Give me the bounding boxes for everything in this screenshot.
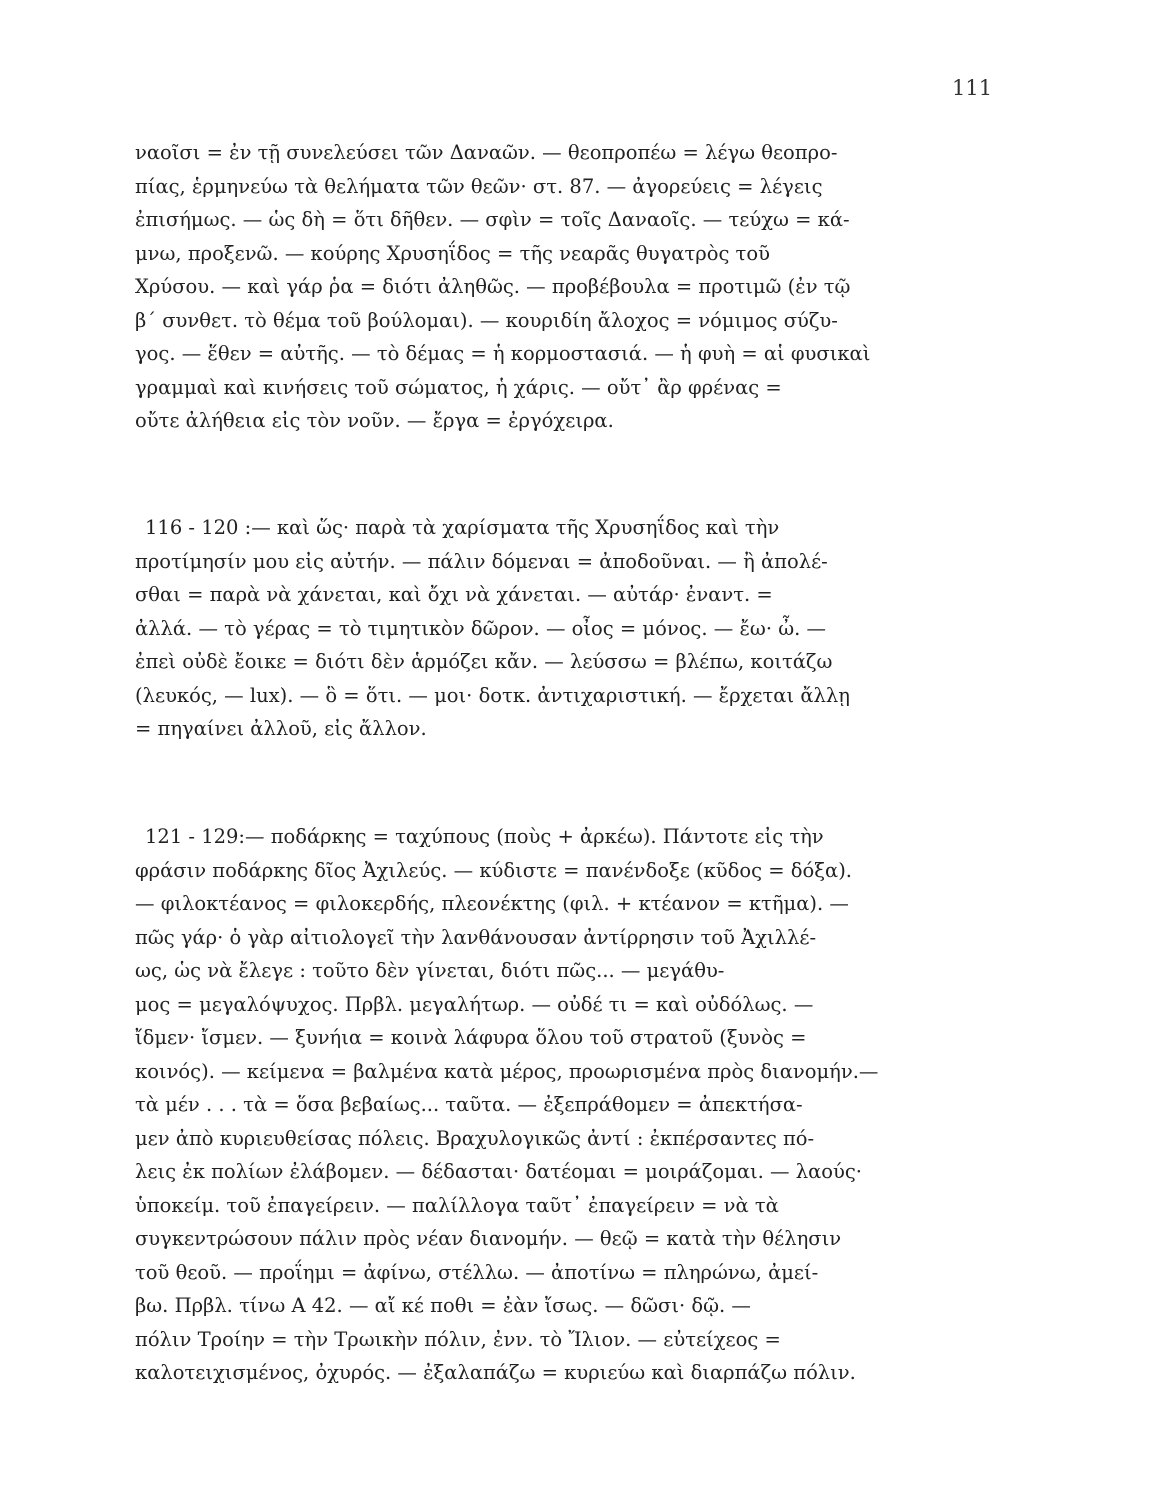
text-line: ἐπισήμως. — ὡς δὴ = ὅτι δῆθεν. — σφὶν = τοῖς Δαναοῖς. — τεύχω = κά-: [135, 208, 850, 231]
text-line: βω. Πρβλ. τίνω Α 42. — αἴ κέ ποθι = ἐὰν ἴσως. — δῶσι· δῷ. —: [135, 1294, 751, 1317]
text-line: 116 - 120 :— καὶ ὥς· παρὰ τὰ χαρίσματα τῆς Χρυσηΐδος καὶ τὴν: [145, 516, 780, 539]
text-line: κοινός). — κείμενα = βαλμένα κατὰ μέρος, προωρισμένα πρὸς διανομήν.—: [135, 1059, 879, 1083]
text-line: ως, ὡς νὰ ἔλεγε : τοῦτο δὲν γίνεται, διότι πῶς... — μεγάθυ-: [135, 959, 725, 982]
text-line: ἐπεὶ οὐδὲ ἔοικε = διότι δὲν ἁρμόζει κἄν. — λεύσσω = βλέπω, κοιτάζω: [135, 650, 833, 673]
text-line: ἴδμεν· ἴσμεν. — ξυνήια = κοινὰ λάφυρα ὅλου τοῦ στρατοῦ (ξυνὸς =: [135, 1026, 807, 1049]
text-line: ναοῖσι = ἐν τῇ συνελεύσει τῶν Δαναῶν. — θεοπροπέω = λέγω θεοπρο-: [135, 141, 838, 164]
text-line: = πηγαίνει ἀλλοῦ, εἰς ἄλλον.: [135, 717, 427, 740]
paragraph-commentary-continued: [135, 136, 1005, 438]
paragraph-verses-121-129: [135, 820, 1005, 1390]
text-line: τοῦ θεοῦ. — προΐημι = ἀφίνω, στέλλω. — ἀποτίνω = πληρώνω, ἀμεί-: [135, 1260, 819, 1284]
text-line: προτίμησίν μου εἰς αὐτήν. — πάλιν δόμεναι = ἀποδοῦναι. — ἢ ἀπολέ-: [135, 549, 828, 573]
text-line: φράσιν ποδάρκης δῖος Ἀχιλεύς. — κύδιστε = πανένδοξε (κῦδος = δόξα).: [135, 858, 852, 882]
text-line: γραμμαὶ καὶ κινήσεις τοῦ σώματος, ἡ χάρις. — οὔτ᾽ ἂρ φρένας =: [135, 375, 782, 399]
text-line: ὑποκείμ. τοῦ ἐπαγείρειν. — παλίλλογα ταῦτ᾽ ἐπαγείρειν = νὰ τὰ: [135, 1193, 779, 1217]
text-line: πόλιν Τροίην = τὴν Τρωικὴν πόλιν, ἐνν. τὸ Ἴλιον. — εὐτείχεος =: [135, 1327, 781, 1351]
paragraph-verses-116-120: [135, 511, 1005, 746]
text-line: (λευκός, — lux). — ὃ = ὅτι. — μοι· δοτκ. ἀντιχαριστική. — ἔρχεται ἄλλῃ: [135, 683, 850, 707]
text-line: μεν ἀπὸ κυριευθείσας πόλεις. Βραχυλογικῶς ἀντί : ἐκπέρσαντες πό-: [135, 1126, 815, 1150]
text-line: πίας, ἑρμηνεύω τὰ θελήματα τῶν θεῶν· στ. 87. — ἀγορεύεις = λέγεις: [135, 174, 823, 198]
text-line: β΄ συνθετ. τὸ θέμα τοῦ βούλομαι). — κουριδίη ἄλοχος = νόμιμος σύζυ-: [135, 308, 838, 332]
page-number: 111: [952, 76, 993, 100]
text-line: γος. — ἕθεν = αὐτῆς. — τὸ δέμας = ἡ κορμοστασιά. — ἡ φυὴ = αἱ φυσικαὶ: [135, 342, 871, 365]
text-line: οὔτε ἀλήθεια εἰς τὸν νοῦν. — ἔργα = ἐργόχειρα.: [135, 409, 614, 432]
text-line: Χρύσου. — καὶ γάρ ῥα = διότι ἀληθῶς. — προβέβουλα = προτιμῶ (ἐν τῷ: [135, 275, 851, 298]
text-line: συγκεντρώσουν πάλιν πρὸς νέαν διανομήν. — θεῷ = κατὰ τὴν θέλησιν: [135, 1227, 842, 1250]
text-line: 121 - 129:— ποδάρκης = ταχύπους (ποὺς + ἀρκέω). Πάντοτε εἰς τὴν: [145, 825, 824, 848]
text-line: καλοτειχισμένος, ὀχυρός. — ἐξαλαπάζω = κυριεύω καὶ διαρπάζω πόλιν.: [135, 1361, 856, 1384]
text-line: μνω, προξενῶ. — κούρης Χρυσηΐδος = τῆς νεαρᾶς θυγατρὸς τοῦ: [135, 241, 770, 265]
text-line: σθαι = παρὰ νὰ χάνεται, καὶ ὄχι νὰ χάνεται. — αὐτάρ· ἐναντ. =: [135, 583, 773, 606]
text-line: μος = μεγαλόψυχος. Πρβλ. μεγαλήτωρ. — οὐδέ τι = καὶ οὐδόλως. —: [135, 992, 814, 1016]
text-line: τὰ μέν . . . τὰ = ὅσα βεβαίως... ταῦτα. — ἐξεπράθομεν = ἀπεκτήσα-: [135, 1093, 803, 1116]
text-line: πῶς γάρ· ὁ γὰρ αἰτιολογεῖ τὴν λανθάνουσαν ἀντίρρησιν τοῦ Ἀχιλλέ-: [135, 925, 817, 949]
text-line: λεις ἐκ πολίων ἐλάβομεν. — δέδασται· δατέομαι = μοιράζομαι. — λαούς·: [135, 1160, 862, 1183]
text-line: ἀλλά. — τὸ γέρας = τὸ τιμητικὸν δῶρον. — οἶος = μόνος. — ἔω· ὦ. —: [135, 616, 827, 640]
text-line: — φιλοκτέανος = φιλοκερδής, πλεονέκτης (φιλ. + κτέανον = κτῆμα). —: [135, 892, 849, 915]
